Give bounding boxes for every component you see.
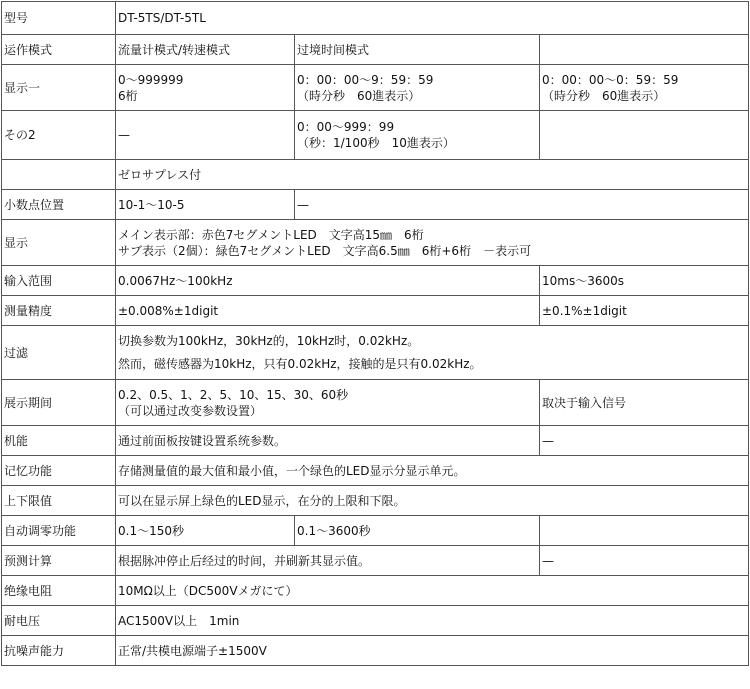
- table-row: [2, 2, 749, 35]
- row-label-display: 显示: [2, 220, 116, 266]
- table-row: [2, 426, 749, 456]
- period-cell-1: [116, 380, 540, 426]
- table-row: [2, 326, 749, 380]
- spec-table: [1, 1, 749, 666]
- period-cell-3: 取决于输入信号: [540, 380, 749, 426]
- table-row: [2, 486, 749, 516]
- row-label-memory: 记忆功能: [2, 456, 116, 486]
- auto-zero-cell-1: 0.1～150秒: [116, 516, 295, 546]
- memory-value: 存储测量值的最大值和最小值，一个绿色的LED显示分显示单元。: [116, 456, 749, 486]
- table-row: [2, 296, 749, 326]
- decimal-cell-1: 10-1～10-5: [116, 190, 295, 220]
- display-main-spec: メイン表示部：赤色7セグメントLED 文字高15㎜ 6桁: [118, 227, 424, 242]
- display1-time-range-short: 0：00：00～0：59：59: [542, 72, 679, 87]
- table-row: [2, 35, 749, 65]
- table-row: [2, 266, 749, 296]
- row-label-display2: その2: [2, 111, 116, 160]
- display2-range: 0：00～999：99: [297, 120, 395, 134]
- table-row: [2, 160, 749, 190]
- table-row: [2, 546, 749, 576]
- withstand-value: AC1500V以上 1min: [116, 606, 749, 636]
- display-value: [116, 220, 749, 266]
- row-label-auto-zero: 自动调零功能: [2, 516, 116, 546]
- function-cell-3: —: [540, 426, 749, 456]
- table-row: [2, 220, 749, 266]
- display1-cell-2: [295, 65, 540, 111]
- row-label-filter: 过滤: [2, 326, 116, 380]
- table-row: [2, 380, 749, 426]
- noise-value: 正常/共模电源端子±1500V: [116, 636, 749, 666]
- table-row: [2, 636, 749, 666]
- row-label-limits: 上下限值: [2, 486, 116, 516]
- row-label-zero-suppress: [2, 160, 116, 190]
- filter-line-1: 切换参数为100kHz，30kHz的，10kHz时，0.02kHz。: [118, 334, 420, 348]
- display1-digits: 6桁: [118, 88, 138, 103]
- display1-time-range: 0：00：00～9：59：59: [297, 72, 434, 87]
- decimal-cell-2: —: [295, 190, 749, 220]
- row-label-input-range: 输入范围: [2, 266, 116, 296]
- period-options: 0.2、0.5、1、2、5、10、15、30、60秒: [118, 387, 349, 402]
- display2-cell-1: —: [116, 111, 295, 160]
- mode-cell-1: 流量计模式/转速模式: [116, 35, 295, 65]
- display1-cell-1: [116, 65, 295, 111]
- table-row: [2, 456, 749, 486]
- display2-format: （秒：1/100秒 10進表示）: [297, 136, 455, 150]
- row-label-decimal: 小数点位置: [2, 190, 116, 220]
- accuracy-cell-3: ±0.1%±1digit: [540, 296, 749, 326]
- row-label-function: 机能: [2, 426, 116, 456]
- display2-cell-2: [295, 111, 540, 160]
- period-note: （可以通过改变参数设置）: [118, 403, 263, 418]
- input-range-cell-1: 0.0067Hz～100kHz: [116, 266, 540, 296]
- display1-cell-3: [540, 65, 749, 111]
- display-sub-spec: サブ表示（2個）：緑色7セグメントLED 文字高6.5㎜ 6桁+6桁 －表示可: [118, 243, 532, 258]
- table-row: [2, 576, 749, 606]
- row-label-accuracy: 测量精度: [2, 296, 116, 326]
- input-range-cell-3: 10ms～3600s: [540, 266, 749, 296]
- table-row: [2, 190, 749, 220]
- prediction-cell-1: 根据脉冲停止后经过的时间，并刷新其显示值。: [116, 546, 540, 576]
- display1-time-format: （時分秒 60進表示）: [297, 88, 421, 103]
- mode-cell-3: [540, 35, 749, 65]
- mode-cell-2: 过境时间模式: [295, 35, 540, 65]
- auto-zero-cell-2: 0.1～3600秒: [295, 516, 540, 546]
- model-value: DT-5TS/DT-5TL: [116, 2, 749, 35]
- filter-value: [116, 326, 749, 380]
- row-label-insulation: 绝缘电阻: [2, 576, 116, 606]
- auto-zero-cell-3: [540, 516, 749, 546]
- zero-suppress-value: ゼロサプレス付: [116, 160, 749, 190]
- row-label-noise: 抗噪声能力: [2, 636, 116, 666]
- display2-cell-3: [540, 111, 749, 160]
- prediction-cell-3: —: [540, 546, 749, 576]
- table-row: [2, 111, 749, 160]
- display1-time-format-short: （時分秒 60進表示）: [542, 88, 666, 103]
- row-label-model: 型号: [2, 2, 116, 35]
- display1-range: 0～999999: [118, 72, 184, 87]
- row-label-period: 展示期间: [2, 380, 116, 426]
- row-label-withstand: 耐电压: [2, 606, 116, 636]
- row-label-display1: 显示一: [2, 65, 116, 111]
- filter-line-2: 然而，磁传感器为10kHz，只有0.02kHz，接触的是只有0.02kHz。: [118, 357, 482, 371]
- table-row: [2, 516, 749, 546]
- table-row: [2, 65, 749, 111]
- table-row: [2, 606, 749, 636]
- accuracy-cell-1: ±0.008%±1digit: [116, 296, 540, 326]
- row-label-prediction: 预测计算: [2, 546, 116, 576]
- limits-value: 可以在显示屏上绿色的LED显示，在分的上限和下限。: [116, 486, 749, 516]
- insulation-value: 10MΩ以上（DC500Vメガにて）: [116, 576, 749, 606]
- function-cell-1: 通过前面板按键设置系统参数。: [116, 426, 540, 456]
- row-label-mode: 运作模式: [2, 35, 116, 65]
